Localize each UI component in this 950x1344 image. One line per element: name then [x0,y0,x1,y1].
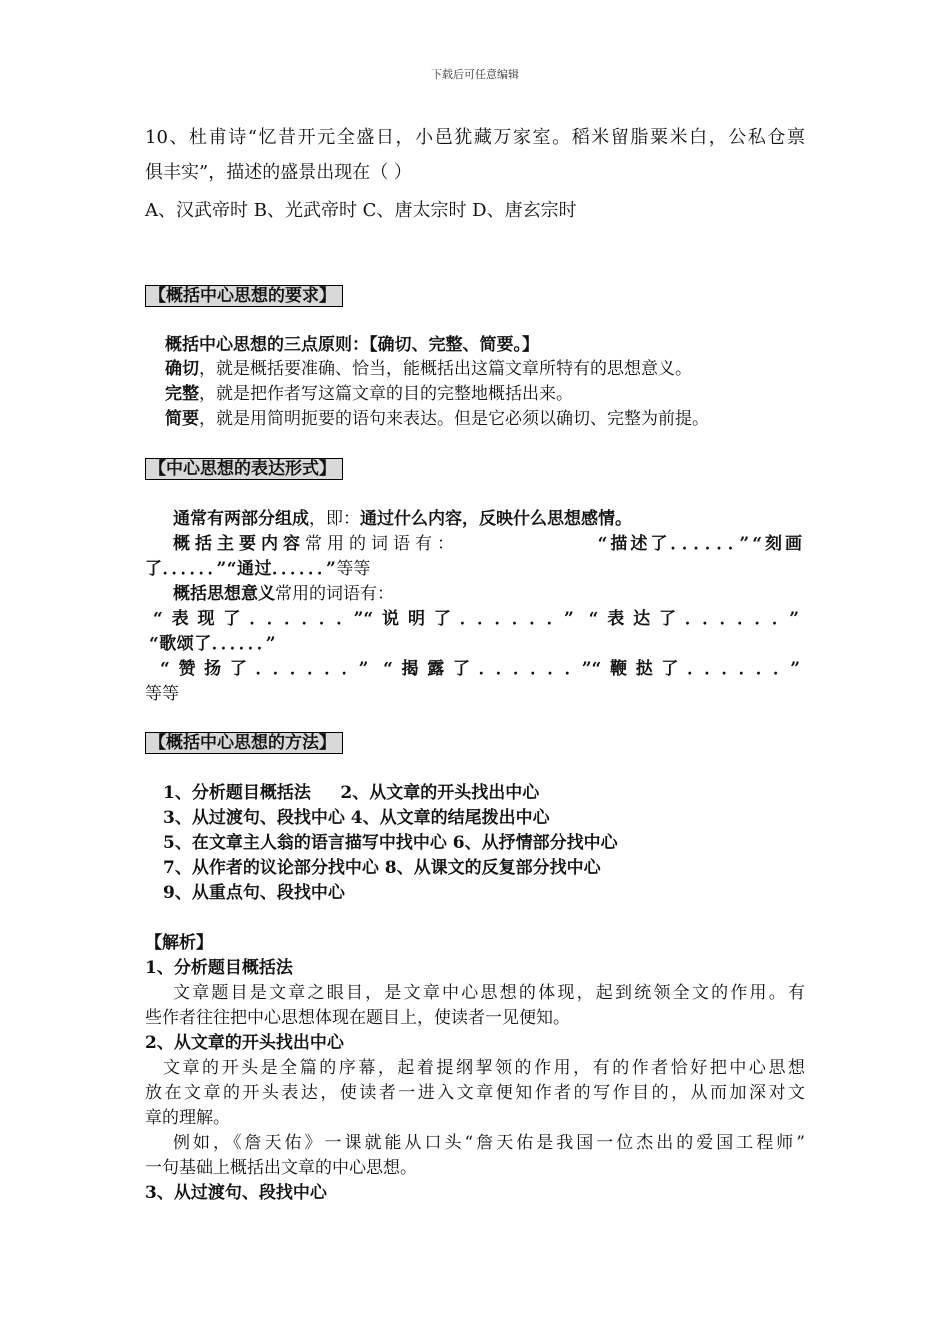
expression-text: 概括主要内容 [173,534,305,554]
expression-text: “描述了．．．．．．”“刻画 [597,534,805,554]
expression-text: 通过什么内容，反映什么思想感情。 [360,509,632,529]
analysis-paragraph: 文章的开头是全篇的序幕，起着提纲挈领的作用，有的作者恰好把中心思想 [163,1058,805,1078]
expression-line-6: “歌颂了．．．．．．” [149,634,277,654]
analysis-heading-3: 3、从过渡句、段找中心 [145,1183,327,1203]
analysis-title: 【解析】 [145,933,213,953]
method-line: 7、从作者的议论部分找中心 8、从课文的反复部分找中心 [163,858,601,878]
section-heading-requirements [145,285,343,307]
expression-text: 常用的词语有： [305,534,459,554]
method-line: 9、从重点句、段找中心 [163,883,345,903]
analysis-heading-2: 2、从文章的开头找出中心 [145,1033,344,1053]
expression-line-8: 等等 [145,684,179,704]
requirement-text: ，就是把作者写这篇文章的目的完整地概括出来。 [199,384,573,404]
requirement-item [165,408,709,430]
analysis-paragraph: 章的理解。 [145,1108,230,1128]
expression-line-4 [173,583,394,605]
requirement-term: 完整 [165,384,199,404]
page-header: 下载后可任意编辑 [431,68,519,81]
question-10-line-2: 俱丰实”，描述的盛景出现在（ ） [145,162,412,183]
requirement-item [165,383,573,405]
method-line: 5、在文章主人翁的语言描写中找中心 6、从抒情部分找中心 [163,833,618,853]
expression-text: ，即： [309,509,360,529]
requirement-text: ，就是用简明扼要的语句来表达。但是它必须以确切、完整为前提。 [199,409,709,429]
requirement-item [165,358,692,380]
principle-line: 概括中心思想的三点原则：【确切、完整、简要。】 [165,335,539,355]
expression-text: 了．．．．．．”“通过．．．．．．” [145,559,337,579]
expression-text: 常用的词语有： [275,584,394,604]
analysis-paragraph: 些作者往往把中心思想体现在题目上，使读者一见便知。 [145,1008,570,1028]
analysis-paragraph: 文章题目是文章之眼目，是文章中心思想的体现，起到统领全文的作用。有 [173,983,805,1003]
method-line: 3、从过渡句、段找中心 4、从文章的结尾拨出中心 [163,808,550,828]
expression-text: 概括思想意义 [173,584,275,604]
section-title: 【中心思想的表达形式】 [145,458,343,480]
requirement-term: 简要 [165,409,199,429]
question-10-options: A、汉武帝时 B、光武帝时 C、唐太宗时 D、唐玄宗时 [145,200,577,221]
expression-text: 通常有两部分组成 [173,509,309,529]
method-line: 1、分析题目概括法 2、从文章的开头找出中心 [163,783,540,803]
analysis-heading-1: 1、分析题目概括法 [145,958,293,978]
expression-line-1 [173,508,632,530]
section-heading-expression [145,458,343,480]
expression-text: 等等 [336,559,371,579]
analysis-paragraph: 放在文章的开头表达，使读者一进入文章便知作者的写作目的，从而加深对文 [145,1083,805,1103]
expression-line-7: “赞扬了．．．．．．” “揭露了．．．．．．”“鞭挞了．．．．．．” [160,659,800,679]
analysis-paragraph: 一句基础上概括出文章的中心思想。 [145,1158,417,1178]
question-10-line-1: 10、杜甫诗“忆昔开元全盛日，小邑犹藏万家室。稻米留脂粟米白，公私仓禀 [145,127,805,148]
section-title: 【概括中心思想的要求】 [145,285,343,307]
requirement-term: 确切 [165,359,199,379]
expression-line-2 [173,533,805,555]
section-heading-methods [145,732,343,754]
requirement-text: ，就是概括要准确、恰当，能概括出这篇文章所特有的思想意义。 [199,359,692,379]
expression-line-3 [145,558,370,580]
expression-line-5: “表现了．．．．．．”“说明了．．．．．．” “表达了．．．．．．” [153,609,799,629]
analysis-paragraph: 例如，《詹天佑》一课就能从口头“詹天佑是我国一位杰出的爱国工程师” [173,1133,805,1153]
section-title: 【概括中心思想的方法】 [145,732,343,754]
